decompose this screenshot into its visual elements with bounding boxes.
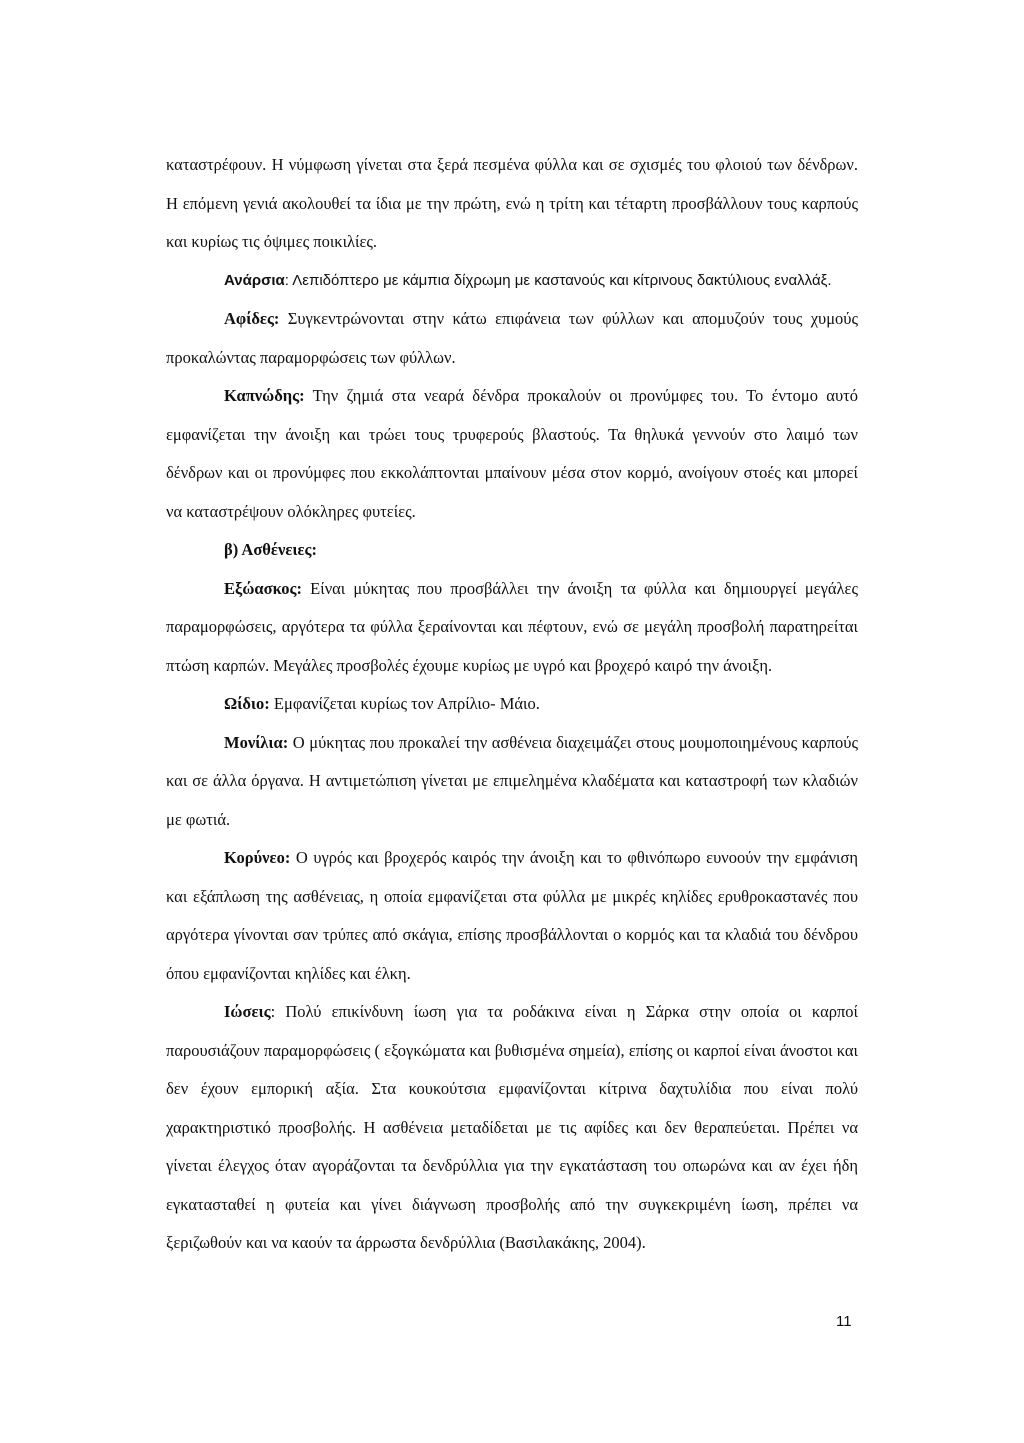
paragraph-oidio xyxy=(166,685,858,724)
term-anarsia: Ανάρσια xyxy=(224,271,285,289)
paragraph-text: : Πολύ επικίνδυνη ίωση για τα ροδάκινα είναι η Σάρκα στην οποία οι καρποί παρουσιάζουν παραμορφώσεις ( εξογκώματα και βυθισμένα σημεία), επίσης οι καρποί είναι άνοστοι και δεν έχουν εμπορική αξία. Στα κουκούτσια εμφανίζονται κίτρινα δαχτυλίδια που είναι πολύ χαρακτηριστικό προσβολής. Η ασθένεια μεταδίδεται με τις αφίδες και δεν θεραπεύεται. Πρέπει να γίνεται έλεγχος όταν αγοράζονται τα δενδρύλλια για την εγκατάσταση του οπωρώνα και αν έχει ήδη εγκατασταθεί η φυτεία και γίνει διάγνωση προσβολής από την συγκεκριμένη ίωση, πρέπει να ξεριζωθούν και να καούν τα άρρωστα δενδρύλλια (Βασιλακάκης, 2004). xyxy=(166,1002,858,1252)
body-text xyxy=(166,146,858,1263)
paragraph-text: Ο μύκητας που προκαλεί την ασθένεια διαχειμάζει στους μουμοποιημένους καρπούς και σε άλλα όργανα. Η αντιμετώπιση γίνεται με επιμελημένα κλαδέματα και καταστροφή των κλαδιών με φωτιά. xyxy=(166,732,858,829)
paragraph-text: : Λεπιδόπτερο με κάμπια δίχρωμη με καστανούς και κίτρινους δακτύλιους εναλλάξ. xyxy=(284,271,832,289)
paragraph-text: καταστρέφουν. Η νύμφωση γίνεται στα ξερά πεσμένα φύλλα και σε σχισμές του φλοιού των δένδρων. Η επόμενη γενιά ακολουθεί τα ίδια με την πρώτη, ενώ η τρίτη και τέταρτη προσβάλλουν τους καρπούς και κυρίως τις όψιμες ποικιλίες. xyxy=(166,155,858,251)
term-oidio: Ωίδιο: xyxy=(224,694,270,713)
term-exoaskos: Εξώασκος: xyxy=(224,578,302,598)
paragraph-aphids xyxy=(166,300,858,377)
term-ioseis: Ιώσεις xyxy=(224,1002,271,1021)
paragraph-text: Ο υγρός και βροχερός καιρός την άνοιξη και το φθινόπωρο ευνοούν την εμφάνιση και εξάπλωση της ασθένειας, η οποία εμφανίζεται στα φύλλα με μικρές κηλίδες ερυθροκαστανές που αργότερα γίνονται σαν τρύπες από σκάγια, επίσης προσβάλλονται ο κορμός και τα κλαδιά του δένδρου όπου εμφανίζονται κηλίδες και έλκη. xyxy=(166,848,858,983)
paragraph-text: Είναι μύκητας που προσβάλλει την άνοιξη τα φύλλα και δημιουργεί μεγάλες παραμορφώσεις, αργότερα τα φύλλα ξεραίνονται και πέφτουν, ενώ σε μεγάλη προσβολή παρατηρείται πτώση καρπών. Μεγάλες προσβολές έχουμε κυρίως με υγρό και βροχερό καιρό την άνοιξη. xyxy=(166,578,858,675)
paragraph-anarsia xyxy=(166,262,858,301)
page-number: 11 xyxy=(836,1313,852,1330)
paragraph-kapnodis xyxy=(166,377,858,531)
paragraph-koryneo xyxy=(166,839,858,993)
paragraph-pests-continued xyxy=(166,146,858,262)
term-monilia: Μονίλια: xyxy=(224,732,289,752)
heading-diseases xyxy=(166,531,858,570)
term-koryneo: Κορύνεο: xyxy=(224,848,291,867)
paragraph-text: Την ζημιά στα νεαρά δένδρα προκαλούν οι προνύμφες του. Το έντομο αυτό εμφανίζεται την άνοιξη και τρώει τους τρυφερούς βλαστούς. Τα θηλυκά γεννούν στο λαιμό των δένδρων και οι προνύμφες που εκκολάπτονται μπαίνουν μέσα στον κορμό, ανοίγουν στοές και μπορεί να καταστρέψουν ολόκληρες φυτείες. xyxy=(166,386,858,521)
section-heading: β) Ασθένειες: xyxy=(224,540,317,559)
paragraph-text: Εμφανίζεται κυρίως τον Απρίλιο- Μάιο. xyxy=(269,694,540,713)
term-kapnodis: Καπνώδης: xyxy=(224,386,305,405)
paragraph-monilia xyxy=(166,724,858,840)
paragraph-exoaskos xyxy=(166,570,858,686)
paragraph-text: Συγκεντρώνονται στην κάτω επιφάνεια των φύλλων και απομυζούν τους χυμούς προκαλώντας παραμορφώσεις των φύλλων. xyxy=(166,309,858,367)
term-aphids: Αφίδες: xyxy=(224,309,280,328)
paragraph-ioseis xyxy=(166,993,858,1263)
